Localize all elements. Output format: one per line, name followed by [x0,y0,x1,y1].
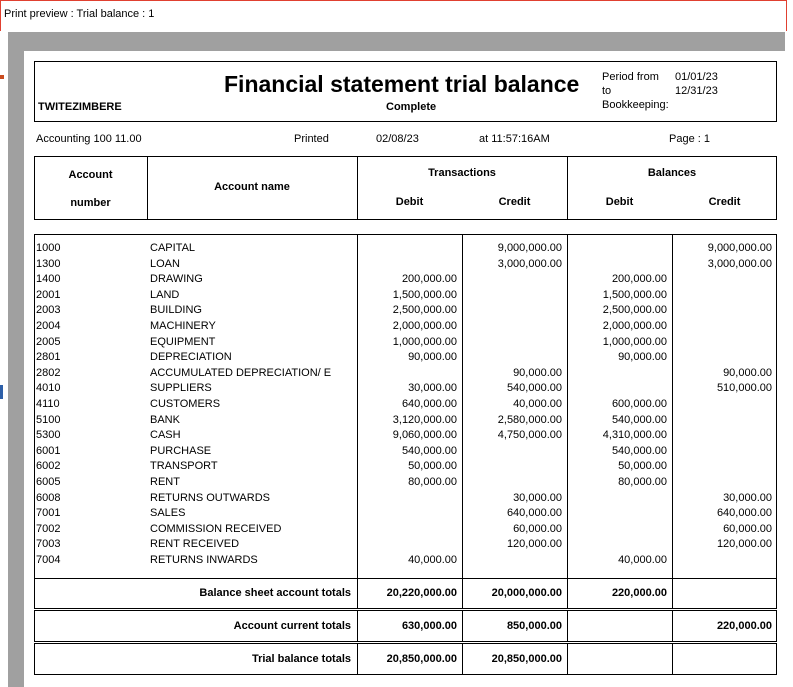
cell-bcredit: 120,000.00 [716,538,772,551]
cell-tcredit: 90,000.00 [513,366,562,379]
table-row [24,397,784,413]
cell-num: 2001 [36,288,61,301]
col-balances: Balances [647,167,697,179]
cell-name: RETURNS INWARDS [150,554,258,566]
cell-name: BUILDING [150,304,202,317]
cell-num: 1400 [36,273,61,286]
col-account-number-2: number [70,197,111,209]
cell-name: RENT RECEIVED [150,538,240,551]
cell-name: BANK [150,413,180,426]
period-to-value: 12/31/23 [675,85,718,97]
printed-label: Printed [294,133,329,145]
cell-bcredit: 60,000.00 [723,522,772,535]
cell-bdebit: 540,000.00 [611,444,667,457]
cell-name: DRAWING [150,273,203,286]
cell-bcredit: 640,000.00 [716,507,772,520]
cell-tcredit: 640,000.00 [506,507,562,520]
cell-bcredit: 30,000.00 [723,491,772,504]
cell-bdebit: 200,000.00 [611,273,667,286]
cell-num: 7004 [36,554,61,566]
cell-bdebit: 540,000.00 [611,413,667,426]
table-row [24,413,784,429]
cell-tdebit: 90,000.00 [408,351,457,364]
cell-bcredit: 9,000,000.00 [707,242,772,254]
cell-num: 2802 [36,366,61,379]
cell-tcredit: 9,000,000.00 [497,242,562,254]
period-from-value: 01/01/23 [675,71,718,83]
col-bal-credit: Credit [708,196,741,208]
cell-num: 7001 [36,507,61,520]
cell-bdebit: 50,000.00 [618,460,667,473]
cell-tdebit: 1,500,000.00 [392,288,457,301]
cell-num: 7002 [36,522,61,535]
cell-tcredit: 4,750,000.00 [497,429,562,442]
col-trans-debit: Debit [395,196,424,208]
table-row [24,459,784,475]
cell-tdebit: 3,120,000.00 [392,413,457,426]
total-trial-tdebit: 20,850,000.00 [386,653,457,665]
cell-name: PURCHASE [150,444,212,457]
cell-name: COMMISSION RECEIVED [150,522,282,535]
total-trial-label: Trial balance totals [251,653,351,665]
printed-date: 02/08/23 [376,133,419,145]
left-edge-marker [0,385,3,399]
cell-num: 6005 [36,476,61,488]
cell-bdebit: 4,310,000.00 [602,429,667,442]
table-row [24,303,784,319]
cell-tdebit: 9,060,000.00 [392,429,457,442]
cell-num: 2003 [36,304,61,317]
col-bal-debit: Debit [605,196,634,208]
cell-num: 2801 [36,351,61,364]
cell-name: TRANSPORT [150,460,218,473]
total-current-tdebit: 630,000.00 [401,620,457,632]
cell-name: CUSTOMERS [150,398,221,410]
table-row [24,428,784,444]
table-row [24,491,784,507]
table-row [24,257,784,273]
cell-tdebit: 2,000,000.00 [392,320,457,332]
printed-time: at 11:57:16AM [479,133,550,145]
cell-tdebit: 1,000,000.00 [392,335,457,348]
cell-bdebit: 1,000,000.00 [602,335,667,348]
software-version: Accounting 100 11.00 [36,133,142,145]
cell-bdebit: 40,000.00 [618,554,667,566]
cell-tdebit: 2,500,000.00 [392,304,457,317]
cell-num: 2004 [36,320,61,332]
account-rows [24,241,784,571]
cell-name: RENT [150,476,180,488]
cell-tdebit: 30,000.00 [408,382,457,395]
cell-num: 1000 [36,242,61,254]
cell-bdebit: 80,000.00 [618,476,667,488]
table-row [24,475,784,491]
report-page [24,51,793,687]
table-row [24,350,784,366]
table-row [24,537,784,553]
page-number: Page : 1 [669,133,710,145]
table-row [24,319,784,335]
cell-name: SUPPLIERS [150,382,212,395]
cell-tcredit: 120,000.00 [506,538,562,551]
cell-name: LAND [150,288,180,301]
cell-bdebit: 2,000,000.00 [602,320,667,332]
table-row [24,381,784,397]
period-from-label: Period from [602,71,659,83]
cell-tcredit: 60,000.00 [513,522,562,535]
cell-bcredit: 90,000.00 [723,366,772,379]
cell-num: 5300 [36,429,61,442]
cell-bcredit: 510,000.00 [716,382,772,395]
window-titlebar [0,0,787,31]
cell-name: CASH [150,429,181,442]
cell-name: CAPITAL [150,242,196,254]
cell-tcredit: 30,000.00 [513,491,562,504]
cell-num: 4110 [36,398,60,410]
cell-name: MACHINERY [150,320,216,332]
total-current-bcredit: 220,000.00 [716,620,772,632]
cell-bdebit: 2,500,000.00 [602,304,667,317]
top-edge-marker [0,75,4,79]
cell-tdebit: 80,000.00 [408,476,457,488]
table-row [24,444,784,460]
period-to-label: to [602,85,612,97]
cell-num: 5100 [36,413,61,426]
cell-name: DEPRECIATION [150,351,232,364]
cell-num: 1300 [36,257,61,270]
cell-num: 6001 [36,444,61,457]
company-name: TWITEZIMBERE [38,101,122,113]
cell-tdebit: 40,000.00 [408,554,457,566]
cell-name: LOAN [150,257,180,270]
total-current-tcredit: 850,000.00 [506,620,562,632]
bookkeeping-label: Bookkeeping: [602,99,669,111]
table-row [24,335,784,351]
report-scope: Complete [386,101,437,113]
cell-name: EQUIPMENT [150,335,216,348]
cell-num: 2005 [36,335,61,348]
col-account-name: Account name [214,181,290,193]
cell-tdebit: 540,000.00 [401,444,457,457]
table-row [24,366,784,382]
cell-bdebit: 90,000.00 [618,351,667,364]
window-title: Print preview : Trial balance : 1 [4,8,155,20]
column-header [34,156,777,220]
cell-num: 7003 [36,538,61,551]
table-row [24,506,784,522]
cell-tdebit: 200,000.00 [401,273,457,286]
total-balance-sheet-label: Balance sheet account totals [199,587,351,599]
table-row [24,272,784,288]
cell-bdebit: 600,000.00 [611,398,667,410]
total-balance-sheet-tcredit: 20,000,000.00 [491,587,562,599]
cell-tcredit: 40,000.00 [513,398,562,410]
cell-bdebit: 1,500,000.00 [602,288,667,301]
cell-name: RETURNS OUTWARDS [150,491,270,504]
total-current-label: Account current totals [233,620,351,632]
col-trans-credit: Credit [498,196,531,208]
cell-num: 6002 [36,460,61,473]
cell-tcredit: 2,580,000.00 [497,413,562,426]
cell-name: SALES [150,507,186,520]
cell-tdebit: 640,000.00 [401,398,457,410]
table-row [24,553,784,569]
total-balance-sheet-bdebit: 220,000.00 [611,587,667,599]
table-row [24,288,784,304]
table-row [24,241,784,257]
report-title: Financial statement trial balance [224,71,580,97]
total-trial-tcredit: 20,850,000.00 [491,653,562,665]
cell-num: 4010 [36,382,61,395]
table-row [24,522,784,538]
cell-tcredit: 3,000,000.00 [497,257,562,270]
cell-tdebit: 50,000.00 [408,460,457,473]
cell-bcredit: 3,000,000.00 [707,257,772,270]
col-account-number-1: Account [68,169,113,181]
col-transactions: Transactions [428,167,496,179]
total-balance-sheet-tdebit: 20,220,000.00 [386,587,457,599]
cell-num: 6008 [36,491,61,504]
cell-tcredit: 540,000.00 [506,382,562,395]
cell-name: ACCUMULATED DEPRECIATION/ E [150,366,332,379]
